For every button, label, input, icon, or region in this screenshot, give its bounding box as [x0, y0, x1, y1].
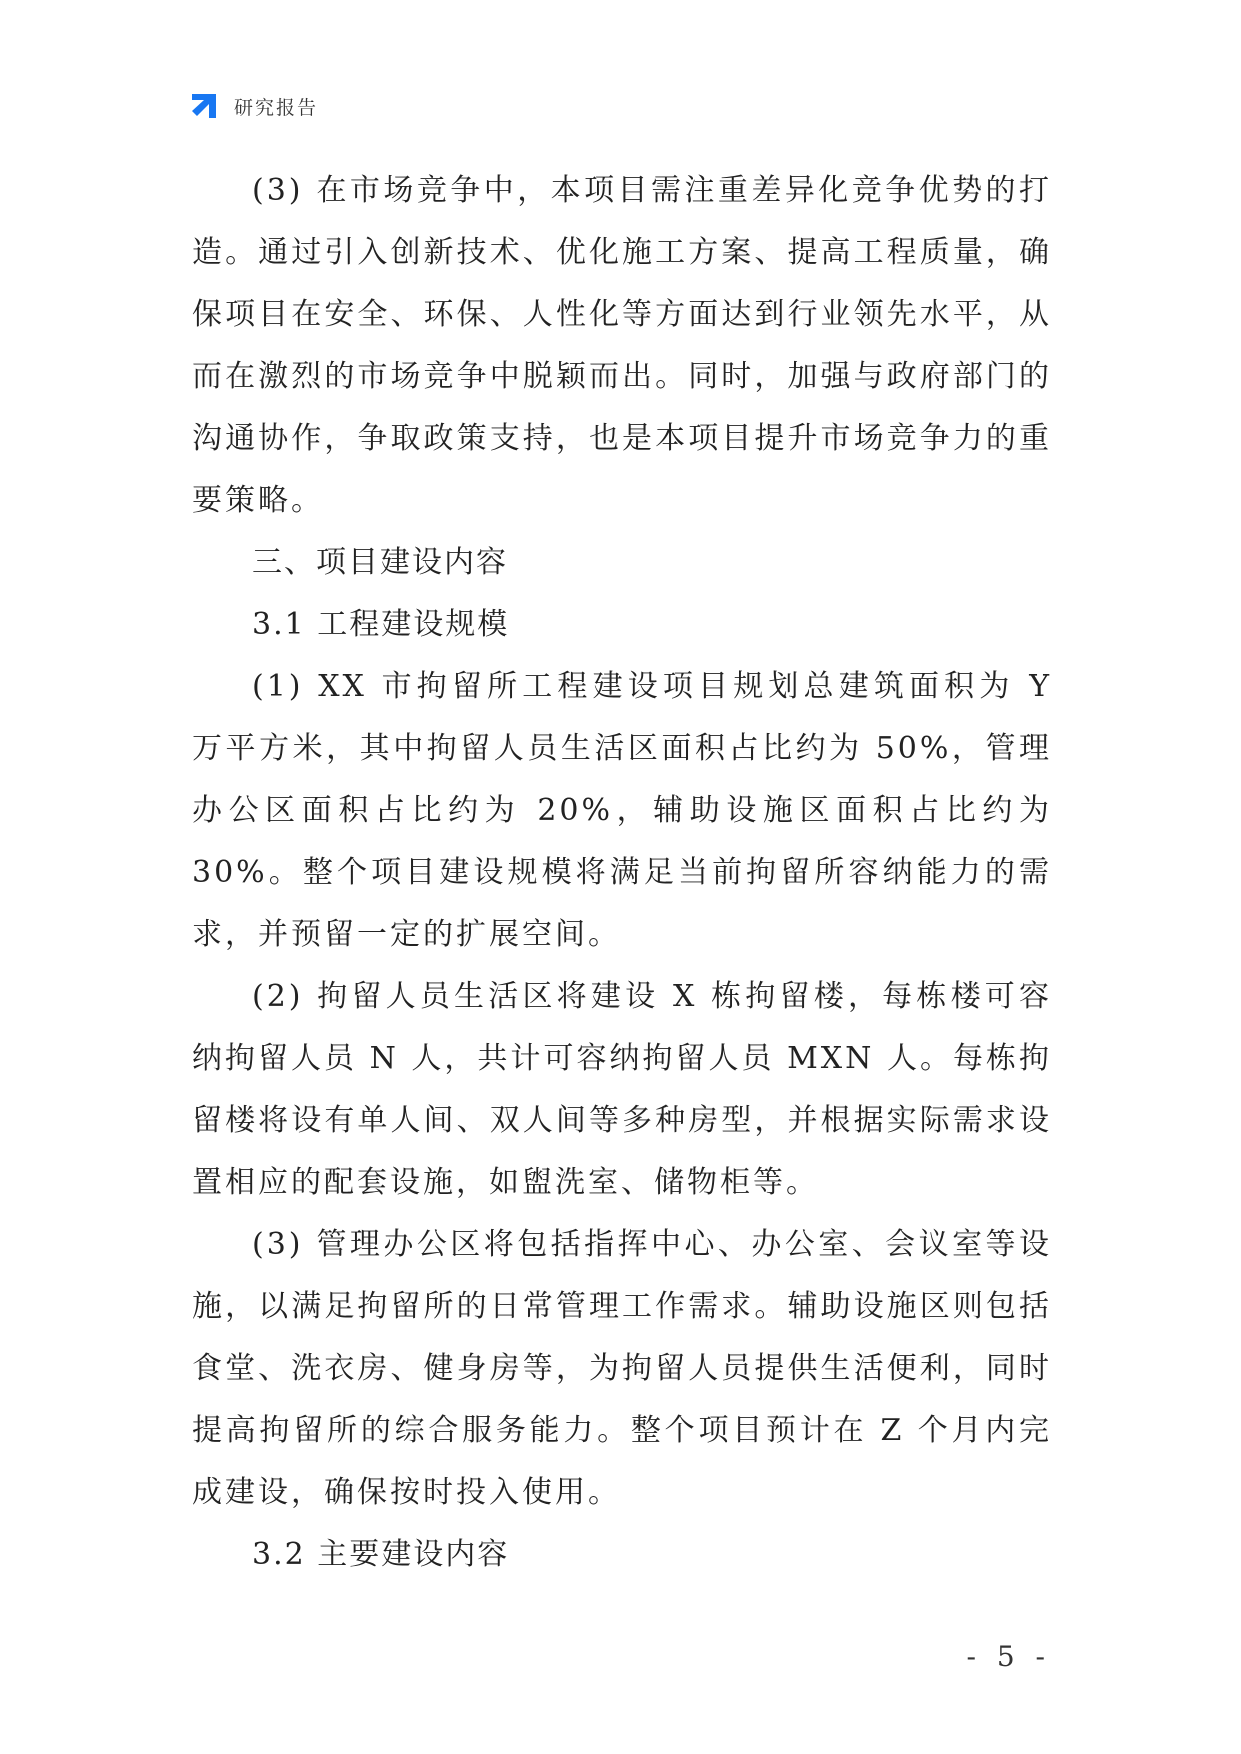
header-title: 研究报告: [234, 96, 319, 119]
paragraph-market-competition: (3) 在市场竞争中，本项目需注重差异化竞争优势的打造。通过引入创新技术、优化施工方案、提高工程质量，确保项目在安全、环保、人性化等方面达到行业领先水平，从而在激烈的市场竞争中脱颖而出。同时，加强与政府部门的沟通协作，争取政策支持，也是本项目提升市场竞争力的重要策略。: [192, 173, 1052, 518]
paragraph-scale-1: (1) XX 市拘留所工程建设项目规划总建筑面积为 Y 万平方米，其中拘留人员生活区面积占比约为 50%，管理办公区面积占比约为 20%，辅助设施区面积占比约为 30%。整个项目建设规模将满足当前拘留所容纳能力的需求，并预留一定的扩展空间。: [192, 669, 1052, 952]
page-number: - 5 -: [966, 1640, 1051, 1673]
arrow-logo-icon: [188, 90, 220, 122]
report-header: [188, 88, 318, 124]
paragraph-scale-3: (3) 管理办公区将包括指挥中心、办公室、会议室等设施，以满足拘留所的日常管理工作需求。辅助设施区则包括食堂、洗衣房、健身房等，为拘留人员提供生活便利，同时提高拘留所的综合服务能力。整个项目预计在 Z 个月内完成建设，确保按时投入使用。: [192, 1227, 1052, 1510]
paragraph-scale-2: (2) 拘留人员生活区将建设 X 栋拘留楼，每栋楼可容纳拘留人员 N 人，共计可容纳拘留人员 MXN 人。每栋拘留楼将设有单人间、双人间等多种房型，并根据实际需求设置相应的配套设施，如盥洗室、储物柜等。: [192, 979, 1052, 1200]
subsection-heading-scale: 3.1 工程建设规模: [252, 607, 510, 642]
subsection-heading-content: 3.2 主要建设内容: [252, 1537, 510, 1572]
section-heading: 三、项目建设内容: [252, 545, 508, 580]
document-body: [192, 160, 1052, 1586]
